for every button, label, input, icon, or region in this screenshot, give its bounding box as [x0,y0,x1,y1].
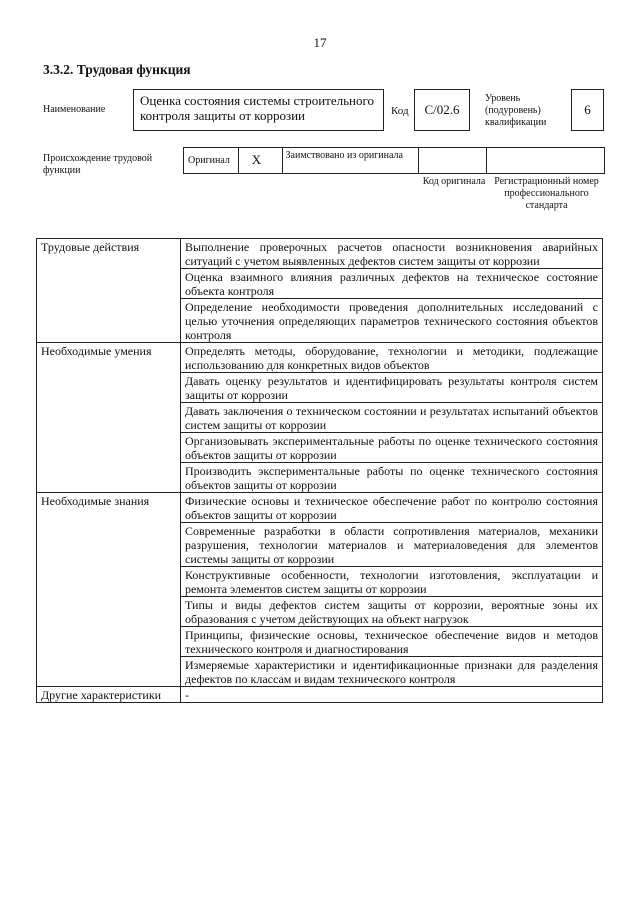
table-cell: Физические основы и техническое обеспечение работ по контролю состояния объектов защиты от коррозии [181,493,603,523]
table-row [37,493,603,523]
table-cell: Определять методы, оборудование, технологии и методики, подлежащие использованию для конкретных видов объектов [181,343,603,373]
table-cell: Давать заключения о техническом состоянии и результатах испытаний объектов систем защиты от коррозии [181,403,603,433]
code-label: Код [391,105,409,117]
function-name-box: Оценка состояния системы строительного контроля защиты от коррозии [133,89,384,131]
origin-label: Происхождение трудовой функции [43,153,153,176]
table-cell: Давать оценку результатов и идентифицировать результаты контроля систем защиты от коррозии [181,373,603,403]
function-details-table [36,238,603,703]
skills-label: Необходимые умения [37,343,181,493]
page-number: 17 [313,35,327,50]
other-characteristics-label: Другие характеристики [37,687,181,703]
table-cell: Конструктивные особенности, технологии изготовления, эксплуатации и ремонта элементов систем защиты от коррозии [181,567,603,597]
original-label: Оригинал [184,148,239,173]
table-cell: Производить экспериментальные работы по оценке технического состояния объектов защиты от коррозии [181,463,603,493]
table-cell: Измеряемые характеристики и идентификационные признаки для разделения дефектов по классам и видам технического контроля [181,657,603,687]
table-row [37,239,603,269]
function-code-box: C/02.6 [414,89,470,131]
knowledge-label: Необходимые знания [37,493,181,687]
table-cell: Типы и виды дефектов систем защиты от коррозии, вероятные зоны их образования с учетом действующих на объект нагрузок [181,597,603,627]
qualification-level-label: Уровень (подуровень) квалификации [485,93,547,128]
original-code-caption: Код оригинала [422,176,486,187]
borrowed-label: Заимствовано из оригинала [283,148,419,173]
table-cell: Принципы, физические основы, техническое обеспечение видов и методов технического контроля и диагностирования [181,627,603,657]
table-cell: Определение необходимости проведения дополнительных исследований с целью уточнения определяющих параметров технического состояния объектов контроля [181,299,603,343]
table-cell: - [181,687,603,703]
table-row [37,687,603,703]
registration-number-caption: Регистрационный номер профессионального стандарта [494,176,599,211]
section-title: 3.3.2. Трудовая функция [43,62,191,77]
table-cell: Оценка взаимного влияния различных дефектов на техническое состояние объекта контроля [181,269,603,299]
original-mark-text: X [251,152,262,167]
table-row [37,343,603,373]
table-cell: Современные разработки в области сопротивления материалов, механики разрушения, технологии материалов и материаловедения для элементов системы защиты от коррозии [181,523,603,567]
labor-actions-label: Трудовые действия [37,239,181,343]
original-mark [239,148,283,173]
origin-table [183,147,605,174]
original-code-cell [419,148,487,173]
registration-number-cell [487,148,604,173]
name-label: Наименование [43,104,106,115]
table-cell: Выполнение проверочных расчетов опасности возникновения аварийных ситуаций с учетом выявленных дефектов систем защиты от коррозии [181,239,603,269]
table-cell: Организовывать экспериментальные работы по оценке технического состояния объектов защиты от коррозии [181,433,603,463]
qualification-level-box: 6 [571,89,604,131]
